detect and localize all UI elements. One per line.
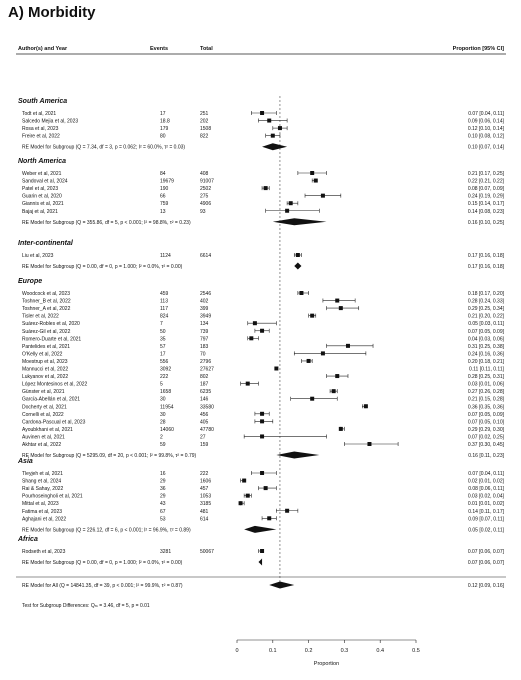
- study-events: 67: [160, 508, 166, 515]
- study-label: Pantelides et al, 2021: [22, 343, 71, 350]
- study-label: Docherty et al, 2021: [22, 404, 67, 411]
- study-ci: 0.08 [0.06, 0.11]: [468, 486, 504, 493]
- study-ci: 0.12 [0.10, 0.14]: [467, 126, 504, 133]
- study-events: 13: [160, 208, 166, 215]
- study-events: 57: [160, 343, 166, 350]
- study-total: 93: [200, 208, 206, 215]
- study-label: Freire et al, 2022: [22, 133, 60, 140]
- study-events: 2: [160, 434, 163, 441]
- study-total: 91007: [200, 178, 214, 185]
- study-events: 50: [160, 328, 166, 335]
- study-events: 66: [160, 193, 166, 200]
- study-events: 117: [160, 306, 168, 313]
- study-total: 456: [200, 411, 209, 418]
- subgroup-test: Test for Subgroup Differences: Qₘ = 3.46, df = 5, p = 0.01: [22, 603, 150, 609]
- study-total: 481: [200, 508, 209, 515]
- study-label: Pourhoseingholi et al, 2021: [22, 493, 83, 500]
- study-events: 29: [160, 478, 166, 485]
- study-label: Rodseth et al, 2023: [22, 549, 66, 555]
- study-label: Tleyjeh et al, 2021: [22, 471, 63, 477]
- study-total: 183: [200, 343, 209, 350]
- group-heading: Inter-continental: [18, 240, 73, 247]
- overall-re-ci: 0.12 [0.09, 0.16]: [467, 583, 504, 589]
- study-ci: 0.07 [0.05, 0.09]: [467, 328, 504, 335]
- header-events: Events: [150, 46, 169, 52]
- study-total: 402: [200, 298, 209, 305]
- study-events: 19679: [160, 178, 174, 185]
- study-ci: 0.07 [0.04, 0.11]: [468, 111, 504, 117]
- study-total: 275: [200, 193, 209, 200]
- header-total: Total: [200, 46, 213, 52]
- study-ci: 0.27 [0.26, 0.28]: [467, 389, 504, 396]
- point-estimate: [339, 306, 343, 310]
- study-total: 159: [200, 442, 209, 448]
- subgroup-re-label: RE Model for Subgroup (Q = 355.86, df = 5, p < 0.001; I² = 98.8%, τ² = 0.23): [22, 219, 191, 226]
- point-estimate: [239, 501, 243, 505]
- study-total: 6235: [200, 389, 212, 396]
- study-label: Ayoubkhani et al, 2021: [22, 426, 73, 433]
- subgroup-re-label: RE Model for Subgroup (Q = 5295.09, df = 20, p < 0.001; I² = 99.8%, τ² = 0.79): [22, 453, 197, 460]
- study-events: 80: [160, 133, 166, 140]
- point-estimate: [321, 351, 325, 355]
- x-tick-label: 0.2: [304, 648, 313, 654]
- study-total: 6614: [200, 253, 212, 259]
- x-axis-label: Proportion: [313, 661, 340, 667]
- point-estimate: [278, 126, 282, 130]
- x-tick-label: 0.5: [412, 648, 420, 654]
- study-total: 408: [200, 171, 209, 177]
- study-total: 3185: [200, 501, 212, 508]
- point-estimate: [307, 359, 311, 363]
- study-events: 113: [160, 298, 168, 305]
- study-total: 251: [200, 111, 209, 117]
- study-total: 4906: [200, 201, 212, 208]
- study-ci: 0.01 [0.01, 0.02]: [467, 501, 504, 508]
- x-tick-label: 0.1: [268, 648, 277, 654]
- study-events: 28: [160, 419, 166, 426]
- subgroup-re-ci: 0.07 [0.06, 0.07]: [467, 560, 504, 567]
- study-label: Rosa et al, 2023: [22, 126, 59, 133]
- subgroup-re-diamond: [276, 452, 319, 459]
- study-ci: 0.08 [0.07, 0.09]: [467, 186, 504, 193]
- study-ci: 0.18 [0.17, 0.20]: [467, 291, 504, 297]
- study-ci: 0.21 [0.17, 0.25]: [467, 171, 504, 177]
- subgroup-re-ci: 0.16 [0.10, 0.25]: [467, 219, 504, 226]
- point-estimate: [367, 442, 371, 446]
- study-ci: 0.21 [0.20, 0.22]: [467, 313, 504, 320]
- study-ci: 0.14 [0.11, 0.17]: [468, 508, 504, 515]
- study-label: López Montesinos et al, 2022: [22, 381, 88, 388]
- study-total: 802: [200, 374, 209, 381]
- study-label: Romero-Duarte et al, 2021: [22, 336, 82, 343]
- panel-title: A) Morbidity: [8, 4, 96, 21]
- study-total: 797: [200, 336, 209, 343]
- point-estimate: [264, 486, 268, 490]
- study-label: Moestrup et al, 2023: [22, 358, 68, 365]
- point-estimate: [314, 179, 318, 183]
- study-total: 134: [200, 321, 209, 328]
- study-events: 53: [160, 516, 166, 523]
- point-estimate: [260, 111, 264, 115]
- study-label: Suárez-Gil et al, 2022: [22, 328, 71, 335]
- study-total: 739: [200, 328, 209, 335]
- x-tick-label: 0: [235, 648, 239, 654]
- study-ci: 0.28 [0.24, 0.33]: [467, 298, 504, 305]
- study-label: Woodcock et al, 2023: [22, 291, 70, 297]
- point-estimate: [335, 299, 339, 303]
- study-events: 222: [160, 374, 169, 381]
- study-total: 202: [200, 118, 209, 125]
- subgroup-re-label: RE Model for Subgroup (Q = 226.12, df = 6, p < 0.001; I² = 96.9%, τ² = 0.89): [22, 527, 191, 534]
- point-estimate: [260, 434, 264, 438]
- point-estimate: [364, 404, 368, 408]
- study-events: 35: [160, 336, 166, 343]
- point-estimate: [260, 549, 264, 553]
- study-ci: 0.03 [0.01, 0.06]: [467, 381, 504, 388]
- study-label: Suárez-Robles et al, 2020: [22, 321, 80, 328]
- study-total: 187: [200, 381, 209, 388]
- subgroup-re-diamond: [262, 143, 287, 150]
- study-label: Mittal et al, 2023: [22, 501, 59, 508]
- study-ci: 0.07 [0.06, 0.07]: [467, 549, 504, 555]
- study-ci: 0.02 [0.01, 0.02]: [467, 478, 504, 485]
- study-label: Guarin et al, 2020: [22, 193, 62, 200]
- point-estimate: [246, 382, 250, 386]
- study-ci: 0.24 [0.16, 0.36]: [467, 351, 504, 358]
- study-label: Sandoval et al, 2024: [22, 178, 68, 185]
- study-ci: 0.21 [0.15, 0.28]: [467, 396, 504, 403]
- study-label: Tisler et al, 2022: [22, 313, 59, 320]
- point-estimate: [346, 344, 350, 348]
- study-label: Shang et al, 2024: [22, 478, 62, 485]
- study-total: 27: [200, 434, 206, 441]
- study-events: 556: [160, 358, 169, 365]
- study-events: 190: [160, 186, 169, 193]
- study-label: Giannis et al, 2021: [22, 201, 64, 208]
- subgroup-re-diamond: [294, 263, 301, 270]
- study-total: 822: [200, 133, 209, 140]
- study-total: 399: [200, 306, 209, 313]
- study-total: 33580: [200, 404, 214, 411]
- subgroup-re-ci: 0.05 [0.02, 0.11]: [468, 527, 504, 534]
- study-label: Fatima et al, 2023: [22, 508, 63, 515]
- study-total: 222: [200, 471, 209, 477]
- study-events: 18.8: [160, 118, 170, 125]
- point-estimate: [285, 509, 289, 513]
- subgroup-re-ci: 0.10 [0.07, 0.14]: [467, 144, 504, 151]
- study-events: 824: [160, 313, 169, 320]
- study-events: 59: [160, 442, 166, 448]
- point-estimate: [339, 427, 343, 431]
- x-tick-label: 0.3: [340, 648, 349, 654]
- study-ci: 0.36 [0.35, 0.36]: [467, 404, 504, 411]
- study-events: 17: [160, 111, 166, 117]
- study-label: Cardona-Pascual et al, 2023: [22, 419, 86, 426]
- point-estimate: [267, 119, 271, 123]
- study-total: 2796: [200, 358, 212, 365]
- study-label: Günster et al, 2021: [22, 389, 65, 396]
- study-events: 17: [160, 351, 166, 358]
- study-ci: 0.11 [0.11, 0.11]: [468, 366, 504, 373]
- group-heading: Europe: [18, 278, 43, 285]
- study-ci: 0.17 [0.16, 0.18]: [467, 253, 504, 259]
- study-total: 146: [200, 396, 209, 403]
- point-estimate: [271, 134, 275, 138]
- study-ci: 0.10 [0.08, 0.12]: [467, 133, 504, 140]
- study-ci: 0.20 [0.18, 0.21]: [467, 358, 504, 365]
- subgroup-re-label: RE Model for Subgroup (Q = 0.00, df = 0, p = 1.000; I² = 0.0%, τ² = 0.00): [22, 560, 183, 567]
- point-estimate: [321, 194, 325, 198]
- header-study: Author(s) and Year: [18, 46, 68, 52]
- x-tick-label: 0.4: [376, 648, 385, 654]
- study-events: 3092: [160, 366, 172, 373]
- point-estimate: [242, 479, 246, 483]
- study-label: Akhtar et al, 2022: [22, 442, 62, 448]
- group-heading: Asia: [18, 458, 33, 465]
- study-label: Toshner_B et al, 2022: [22, 298, 71, 305]
- study-label: Rai & Sahay, 2022: [22, 486, 64, 493]
- group-heading: Africa: [18, 536, 38, 543]
- subgroup-re-diamond: [273, 218, 327, 225]
- study-events: 14060: [160, 426, 174, 433]
- study-label: Liu et al, 2023: [22, 253, 54, 259]
- point-estimate: [310, 171, 314, 175]
- study-total: 47780: [200, 426, 214, 433]
- point-estimate: [253, 321, 257, 325]
- study-total: 2502: [200, 186, 212, 193]
- study-ci: 0.14 [0.08, 0.23]: [467, 208, 504, 215]
- study-events: 29: [160, 493, 166, 500]
- study-total: 1053: [200, 493, 212, 500]
- study-label: Auvinen et al, 2021: [22, 434, 65, 441]
- study-ci: 0.07 [0.05, 0.10]: [467, 419, 504, 426]
- study-label: Patel et al, 2023: [22, 186, 59, 193]
- point-estimate: [246, 494, 250, 498]
- header-ci: Proportion [95% CI]: [452, 46, 504, 52]
- overall-re-diamond: [269, 582, 294, 589]
- study-events: 3281: [160, 549, 172, 555]
- study-total: 70: [200, 351, 206, 358]
- study-events: 1124: [160, 253, 171, 259]
- study-total: 457: [200, 486, 209, 493]
- point-estimate: [335, 374, 339, 378]
- study-ci: 0.07 [0.02, 0.25]: [467, 434, 504, 441]
- study-events: 11954: [160, 404, 174, 411]
- study-ci: 0.09 [0.07, 0.11]: [468, 516, 504, 523]
- study-events: 36: [160, 486, 166, 493]
- study-ci: 0.04 [0.03, 0.06]: [467, 336, 504, 343]
- study-events: 1658: [160, 389, 172, 396]
- point-estimate: [249, 336, 253, 340]
- study-ci: 0.03 [0.02, 0.04]: [467, 493, 504, 500]
- study-events: 179: [160, 126, 169, 133]
- study-events: 5: [160, 381, 163, 388]
- point-estimate: [289, 201, 293, 205]
- point-estimate: [310, 397, 314, 401]
- study-total: 27627: [200, 366, 214, 373]
- point-estimate: [296, 253, 300, 257]
- point-estimate: [260, 329, 264, 333]
- subgroup-re-label: RE Model for Subgroup (Q = 7.34, df = 3, p = 0.062; I² = 60.0%, τ² = 0.03): [22, 144, 186, 151]
- subgroup-re-diamond: [258, 559, 262, 566]
- study-ci: 0.37 [0.30, 0.45]: [467, 442, 504, 448]
- study-events: 30: [160, 411, 166, 418]
- point-estimate: [260, 419, 264, 423]
- study-total: 614: [200, 516, 209, 523]
- study-events: 759: [160, 201, 169, 208]
- study-ci: 0.09 [0.06, 0.14]: [467, 118, 504, 125]
- study-ci: 0.29 [0.29, 0.30]: [467, 426, 504, 433]
- study-label: Toshner_A et al, 2022: [22, 306, 71, 313]
- subgroup-re-label: RE Model for Subgroup (Q = 0.00, df = 0, p = 1.000; I² = 0.0%, τ² = 0.00): [22, 264, 183, 271]
- point-estimate: [264, 186, 268, 190]
- study-events: 84: [160, 171, 166, 177]
- study-ci: 0.28 [0.25, 0.31]: [467, 374, 504, 381]
- subgroup-re-diamond: [244, 526, 276, 533]
- point-estimate: [310, 314, 314, 318]
- study-ci: 0.15 [0.14, 0.17]: [467, 201, 504, 208]
- study-label: Bajaj et al, 2021: [22, 208, 58, 215]
- point-estimate: [267, 516, 271, 520]
- point-estimate: [299, 291, 303, 295]
- study-total: 405: [200, 419, 209, 426]
- study-label: García-Abellán et al, 2021: [22, 396, 81, 403]
- study-ci: 0.07 [0.04, 0.11]: [468, 471, 504, 477]
- study-total: 3949: [200, 313, 212, 320]
- group-heading: North America: [18, 158, 66, 165]
- study-events: 459: [160, 291, 169, 297]
- point-estimate: [260, 471, 264, 475]
- study-ci: 0.07 [0.05, 0.09]: [467, 411, 504, 418]
- group-heading: South America: [18, 98, 68, 105]
- study-ci: 0.22 [0.21, 0.22]: [467, 178, 504, 185]
- study-ci: 0.31 [0.25, 0.38]: [467, 343, 504, 350]
- subgroup-re-ci: 0.16 [0.11, 0.23]: [468, 453, 504, 460]
- point-estimate: [332, 389, 336, 393]
- study-label: Mannucci et al, 2022: [22, 366, 69, 373]
- study-label: Salcedo Mejia et al, 2023: [22, 118, 79, 125]
- study-label: Todt et al, 2021: [22, 111, 57, 117]
- study-events: 30: [160, 396, 166, 403]
- study-events: 16: [160, 471, 166, 477]
- study-label: Weber et al, 2021: [22, 171, 62, 177]
- study-ci: 0.24 [0.19, 0.29]: [467, 193, 504, 200]
- study-total: 50067: [200, 549, 214, 555]
- study-total: 1508: [200, 126, 212, 133]
- point-estimate: [274, 367, 278, 371]
- point-estimate: [285, 209, 289, 213]
- study-label: O'Kelly et al, 2022: [22, 351, 63, 358]
- study-total: 2546: [200, 291, 212, 297]
- study-ci: 0.05 [0.03, 0.11]: [468, 321, 504, 328]
- study-ci: 0.29 [0.25, 0.34]: [467, 306, 504, 313]
- study-label: Aghajani et al, 2022: [22, 516, 67, 523]
- study-label: Cornelli et al, 2022: [22, 411, 64, 418]
- study-total: 1606: [200, 478, 212, 485]
- study-label: Lukyanov et al, 2022: [22, 374, 69, 381]
- overall-re-label: RE Model for All (Q = 14841.35, df = 39, p < 0.001; I² = 99.9%, τ² = 0.87): [22, 583, 183, 589]
- study-events: 43: [160, 501, 166, 508]
- subgroup-re-ci: 0.17 [0.16, 0.18]: [467, 264, 504, 271]
- point-estimate: [260, 412, 264, 416]
- study-events: 7: [160, 321, 163, 328]
